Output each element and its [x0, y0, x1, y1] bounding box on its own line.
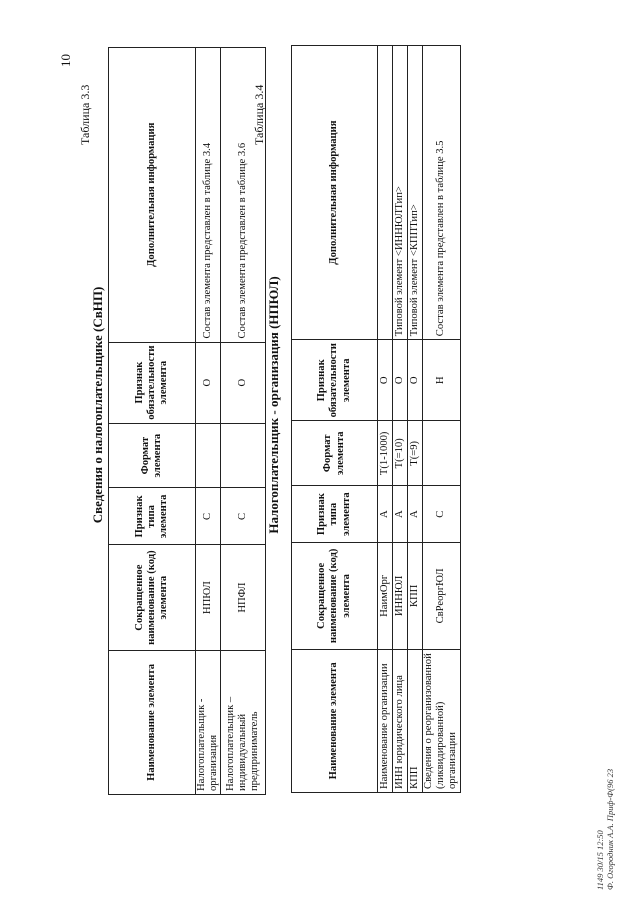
column-header: Признак обязательности элемента — [109, 342, 196, 423]
cell-element-type: А — [378, 486, 393, 543]
table-3-4-title: Налогоплательщик - организация (НПЮЛ) — [266, 276, 281, 534]
cell-element-code: СвРеоргЮЛ — [423, 543, 461, 650]
table-header-row — [109, 48, 196, 795]
cell-element-type: С — [423, 486, 461, 543]
cell-element-info — [378, 46, 393, 340]
column-header: Признак типа элемента — [292, 486, 378, 543]
cell-element-name: КПП — [408, 649, 423, 792]
cell-element-info: Типовой элемент <ИННЮЛТип> — [393, 46, 408, 340]
column-header: Сокращенное наименование (код) элемента — [292, 543, 378, 650]
cell-element-format — [196, 423, 221, 488]
cell-element-name: Сведения о реорганизованной (ликвидированной) организации — [423, 649, 461, 792]
column-header: Наименование элемента — [109, 650, 196, 794]
cell-element-code: НПФЛ — [221, 545, 266, 650]
table-row — [196, 48, 221, 795]
cell-element-format — [221, 423, 266, 488]
cell-element-code: НаимОрг — [378, 543, 393, 650]
table-row — [221, 48, 266, 795]
table-header-row — [292, 46, 378, 793]
footer-note-line-1: 1149 30/15 12:50 — [595, 830, 605, 890]
column-header: Дополнительная информация — [292, 46, 378, 340]
cell-element-required: О — [196, 342, 221, 423]
column-header: Сокращенное наименование (код) элемента — [109, 545, 196, 650]
column-header: Признак обязательности элемента — [292, 340, 378, 421]
table-3-4 — [291, 45, 461, 793]
column-header: Признак типа элемента — [109, 488, 196, 545]
page-number: 10 — [58, 54, 73, 67]
cell-element-required: О — [408, 340, 423, 421]
column-header: Формат элемента — [109, 423, 196, 488]
table-row — [423, 46, 461, 793]
cell-element-type: А — [408, 486, 423, 543]
cell-element-name: Налогоплательщик – индивидуальный предприниматель — [221, 650, 266, 794]
cell-element-format: T(=9) — [408, 421, 423, 486]
cell-element-format — [423, 421, 461, 486]
cell-element-type: А — [393, 486, 408, 543]
cell-element-type: С — [196, 488, 221, 545]
cell-element-info: Состав элемента представлен в таблице 3.5 — [423, 46, 461, 340]
table-3-3 — [108, 47, 266, 795]
table-row — [393, 46, 408, 793]
footer-registration-note — [595, 690, 615, 890]
cell-element-code: ИННЮЛ — [393, 543, 408, 650]
footer-note-line-2: Ф. Огородник А.А. Приф-Ф(96 23 — [605, 768, 616, 890]
column-header: Дополнительная информация — [109, 48, 196, 343]
cell-element-name: Наименование организации — [378, 649, 393, 792]
cell-element-name: Налогоплательщик - организация — [196, 650, 221, 794]
cell-element-info: Состав элемента представлен в таблице 3.4 — [196, 48, 221, 343]
table-3-3-title: Сведения о налогоплательщике (СвНП) — [90, 286, 105, 524]
cell-element-required: О — [378, 340, 393, 421]
cell-element-code: НПЮЛ — [196, 545, 221, 650]
cell-element-code: КПП — [408, 543, 423, 650]
cell-element-info: Типовой элемент <КППТип> — [408, 46, 423, 340]
cell-element-format: T(=10) — [393, 421, 408, 486]
table-3-3-label: Таблица 3.3 — [78, 84, 92, 145]
table-row — [408, 46, 423, 793]
column-header: Формат элемента — [292, 421, 378, 486]
cell-element-format: T(1-1000) — [378, 421, 393, 486]
cell-element-name: ИНН юридического лица — [393, 649, 408, 792]
table-row — [378, 46, 393, 793]
table-3-4-label: Таблица 3.4 — [252, 84, 266, 145]
cell-element-required: Н — [423, 340, 461, 421]
column-header: Наименование элемента — [292, 649, 378, 792]
cell-element-type: С — [221, 488, 266, 545]
cell-element-required: О — [221, 342, 266, 423]
cell-element-required: О — [393, 340, 408, 421]
cell-element-info: Состав элемента представлен в таблице 3.6 — [221, 48, 266, 343]
